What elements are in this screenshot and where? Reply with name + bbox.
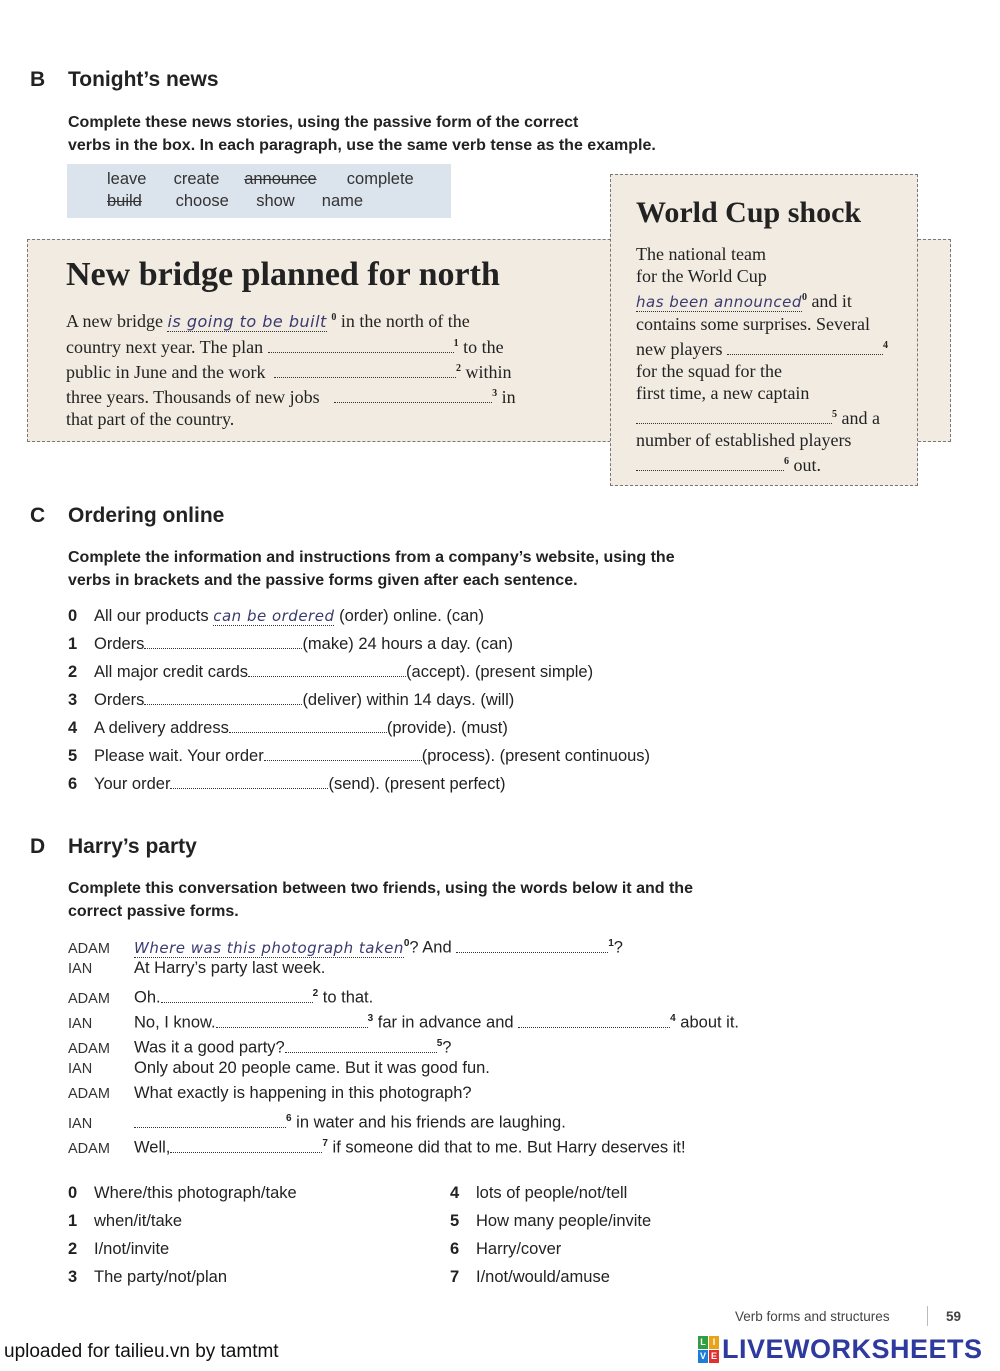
section-c-letter: C <box>30 504 46 527</box>
blank-3[interactable] <box>216 1013 368 1028</box>
verb-word: choose <box>175 192 229 210</box>
blank-5[interactable] <box>264 746 422 761</box>
verb-word-used: build <box>107 192 142 210</box>
prompt-text: I/not/would/amuse <box>476 1268 610 1286</box>
dialogue-line <box>68 956 739 981</box>
dialogue-text: Oh. <box>134 988 161 1007</box>
blank-number: 6 <box>784 456 789 467</box>
item-number: 4 <box>450 1184 460 1202</box>
list-item <box>68 630 650 658</box>
speaker-name: ADAM <box>68 990 110 1007</box>
answer-0[interactable]: is going to be built <box>167 312 327 331</box>
story-text: country next year. The plan <box>66 337 264 357</box>
prompt-item <box>450 1179 651 1207</box>
blank-number: 3 <box>492 388 498 399</box>
story-text: new players <box>636 339 723 359</box>
dialogue-line <box>68 1081 739 1106</box>
section-d-title: Harry’s party <box>68 835 197 858</box>
item-text: All major credit cards <box>94 663 249 681</box>
blank-number: 7 <box>322 1138 328 1149</box>
blank-number: 3 <box>367 1013 374 1024</box>
blank-number: 0 <box>801 292 807 303</box>
item-text: (process). (present continuous) <box>421 747 651 765</box>
upload-note: uploaded for tailieu.vn by tamtmt <box>4 1341 279 1362</box>
blank-number: 2 <box>312 988 319 999</box>
verb-box-row-2 <box>107 192 363 211</box>
section-d-letter: D <box>30 835 46 858</box>
dialogue-line <box>68 1106 739 1131</box>
story-text: and it <box>811 291 852 311</box>
item-text: A delivery address <box>94 719 229 737</box>
blank-number: 4 <box>882 340 888 351</box>
list-item <box>68 686 650 714</box>
dialogue-text: Was it a good party? <box>134 1038 285 1057</box>
item-number: 6 <box>68 775 78 793</box>
worldcup-story <box>636 243 911 476</box>
blank-6[interactable] <box>636 456 784 471</box>
dialogue-text: in water and his friends are laughing. <box>296 1113 566 1132</box>
answer-0[interactable]: Where was this photograph taken <box>134 938 404 957</box>
section-c-instruction: Complete the information and instructions from a company’s website, using the verbs in brackets and the passive forms given after each sentence. <box>68 549 675 589</box>
dialogue-text: to that. <box>322 988 374 1007</box>
dialogue-text: What exactly is happening in this photograph? <box>134 1084 472 1102</box>
prompts-left <box>68 1179 297 1291</box>
prompt-text: when/it/take <box>94 1212 183 1230</box>
chapter-label: Verb forms and structures <box>735 1309 890 1324</box>
speaker-name: ADAM <box>68 1040 110 1057</box>
item-text: (make) 24 hours a day. (can) <box>302 635 514 653</box>
blank-number: 1 <box>453 338 459 349</box>
blank-7[interactable] <box>170 1138 322 1153</box>
prompt-item <box>68 1263 297 1291</box>
blank-2[interactable] <box>248 662 406 677</box>
speaker-name: IAN <box>68 1115 93 1132</box>
section-d-instruction: Complete this conversation between two friends, using the words below it and the correct passive forms. <box>68 880 693 920</box>
section-b-letter: B <box>30 68 46 91</box>
prompt-item <box>450 1235 651 1263</box>
blank-6[interactable] <box>134 1113 286 1128</box>
item-number: 3 <box>68 691 78 709</box>
dialogue-text: ? And <box>409 938 452 957</box>
item-text: (accept). (present simple) <box>406 663 594 681</box>
speaker-name: ADAM <box>68 1140 110 1157</box>
story-text: within <box>465 362 512 382</box>
section-b-title: Tonight’s news <box>68 68 219 91</box>
item-number: 1 <box>68 635 78 653</box>
item-text: Orders <box>94 635 145 653</box>
speaker-name: IAN <box>68 1015 93 1032</box>
blank-4[interactable] <box>727 340 883 355</box>
list-item <box>68 658 650 686</box>
list-item <box>68 770 650 798</box>
list-item <box>68 742 650 770</box>
section-b-instruction: Complete these news stories, using the passive form of the correct verbs in the box. In each paragraph, use the same verb tense as the example. <box>68 114 656 154</box>
speaker-name: IAN <box>68 961 93 977</box>
item-number: 1 <box>68 1212 78 1230</box>
story-text: out. <box>793 455 822 475</box>
item-text: Orders <box>94 691 145 709</box>
story-text: A new bridge <box>66 311 163 331</box>
item-text: (deliver) within 14 days. (will) <box>302 691 515 709</box>
item-text: Please wait. Your order <box>94 747 264 765</box>
blank-number: 1 <box>608 938 614 949</box>
blank-1[interactable] <box>268 338 454 353</box>
prompt-item <box>68 1207 297 1235</box>
blank-number: 6 <box>286 1113 292 1124</box>
section-c-title: Ordering online <box>68 504 225 527</box>
speaker-name: IAN <box>68 1061 93 1077</box>
verb-word: leave <box>107 170 147 188</box>
speaker-name: ADAM <box>68 940 110 957</box>
verb-box-row-1 <box>107 170 414 189</box>
logo-tile: L <box>698 1336 708 1349</box>
blank-6[interactable] <box>170 774 328 789</box>
section-c-list <box>68 602 650 798</box>
dialogue-text: Only about 20 people came. But it was good fun. <box>134 1059 490 1077</box>
prompt-item <box>450 1207 651 1235</box>
blank-number: 4 <box>670 1013 676 1024</box>
blank-4[interactable] <box>229 718 387 733</box>
footer-divider <box>927 1306 928 1326</box>
story-text: that part of the country. <box>66 409 235 429</box>
story-text: The national team <box>636 244 766 264</box>
item-text: Your order <box>94 775 171 793</box>
dialogue-line <box>68 931 739 956</box>
logo-tile: I <box>709 1336 719 1349</box>
blank-4[interactable] <box>518 1013 670 1028</box>
item-number: 6 <box>450 1240 460 1258</box>
story-text: and a <box>841 408 880 428</box>
story-text: number of established players <box>636 430 852 450</box>
prompt-text: The party/not/plan <box>94 1268 227 1286</box>
speaker-name: ADAM <box>68 1086 110 1102</box>
dialogue-text: Well, <box>134 1138 171 1157</box>
liveworksheets-logo-icon <box>698 1336 720 1364</box>
item-text: (send). (present perfect) <box>328 775 506 793</box>
liveworksheets-brand[interactable]: LIVEWORKSHEETS <box>722 1334 983 1364</box>
blank-1[interactable] <box>144 634 302 649</box>
blank-5[interactable] <box>285 1038 437 1053</box>
blank-3[interactable] <box>144 690 302 705</box>
item-number: 0 <box>68 607 78 625</box>
prompt-text: Harry/cover <box>476 1240 562 1258</box>
verb-box <box>67 164 451 218</box>
story-text: first time, a new captain <box>636 383 810 403</box>
answer-0[interactable]: can be ordered <box>213 607 335 625</box>
page-number: 59 <box>946 1309 962 1324</box>
prompt-text: I/not/invite <box>94 1240 170 1258</box>
verb-word: name <box>321 192 364 210</box>
dialogue-text: if someone did that to me. But Harry deserves it! <box>332 1138 686 1157</box>
item-number: 0 <box>68 1184 78 1202</box>
verb-word: create <box>173 170 220 188</box>
item-number: 2 <box>68 663 78 681</box>
dialogue-text: No, I know. <box>134 1013 216 1032</box>
list-item <box>68 714 650 742</box>
blank-5[interactable] <box>636 409 832 424</box>
logo-tile: V <box>699 1351 706 1361</box>
blank-2[interactable] <box>161 988 313 1003</box>
verb-word: show <box>256 192 295 210</box>
blank-number: 2 <box>455 363 461 374</box>
dialogue-text: ? <box>442 1038 452 1057</box>
bridge-title: New bridge planned for north <box>66 256 500 293</box>
dialogue-line <box>68 1131 739 1156</box>
blank-2[interactable] <box>274 363 456 378</box>
item-text: All our products <box>94 607 209 625</box>
dialogue-line <box>68 1056 739 1081</box>
story-text: to the <box>463 337 504 357</box>
list-item <box>68 602 650 630</box>
prompt-text: Where/this photograph/take <box>94 1184 297 1202</box>
blank-number: 0 <box>403 938 410 949</box>
dialogue <box>68 931 739 1156</box>
blank-number: 5 <box>832 409 837 420</box>
item-number: 5 <box>450 1212 460 1230</box>
story-text: contains some surprises. Several <box>636 314 870 334</box>
dialogue-text: far in advance and <box>377 1013 514 1032</box>
dialogue-line <box>68 981 739 1006</box>
dialogue-text: At Harry’s party last week. <box>134 959 326 977</box>
blank-1[interactable] <box>456 938 608 953</box>
story-text: three years. Thousands of new jobs <box>66 387 320 407</box>
dialogue-line <box>68 1031 739 1056</box>
prompt-item <box>450 1263 651 1291</box>
blank-3[interactable] <box>334 388 492 403</box>
bridge-story <box>66 307 596 430</box>
item-number: 7 <box>450 1268 460 1286</box>
item-number: 4 <box>68 719 78 737</box>
prompt-item <box>68 1179 297 1207</box>
blank-number: 5 <box>436 1038 443 1049</box>
story-text: public in June and the work <box>66 362 266 382</box>
verb-word: complete <box>346 170 414 188</box>
story-text: in the north of the <box>340 311 470 331</box>
dialogue-text: ? <box>613 938 623 957</box>
item-number: 2 <box>68 1240 78 1258</box>
item-number: 5 <box>68 747 78 765</box>
logo-tile: E <box>710 1351 717 1361</box>
item-text: (order) online. (can) <box>339 607 484 625</box>
item-text: (provide). (must) <box>386 719 508 737</box>
story-text: for the squad for the <box>636 361 782 381</box>
prompt-text: How many people/invite <box>476 1212 652 1230</box>
prompts-right <box>450 1179 651 1291</box>
prompt-item <box>68 1235 297 1263</box>
story-text: for the World Cup <box>636 266 767 286</box>
verb-word-used: announce <box>244 170 317 188</box>
item-number: 3 <box>68 1268 78 1286</box>
answer-0[interactable]: has been announced <box>636 293 802 311</box>
dialogue-line <box>68 1006 739 1031</box>
dialogue-text: about it. <box>680 1013 740 1032</box>
prompt-text: lots of people/not/tell <box>476 1184 628 1202</box>
story-text: in <box>501 387 516 407</box>
blank-number: 0 <box>331 312 337 323</box>
worldcup-title: World Cup shock <box>636 196 862 229</box>
